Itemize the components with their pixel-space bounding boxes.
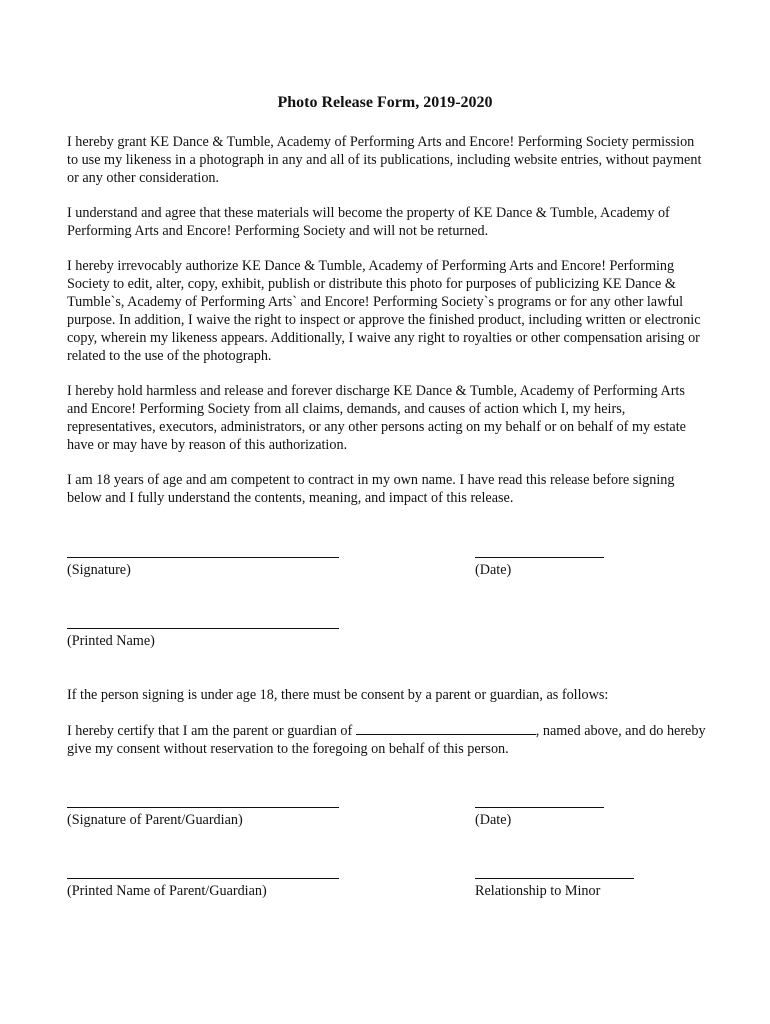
minor-notice: If the person signing is under age 18, there must be consent by a parent or guardian, as follows:: [67, 687, 609, 703]
signature-label: (Signature): [67, 562, 131, 578]
parent-date-line[interactable]: [475, 807, 604, 808]
date-label: (Date): [475, 562, 512, 578]
parent-signature-line[interactable]: [67, 807, 339, 808]
relationship-label: Relationship to Minor: [475, 883, 601, 899]
certify-suffix: , named above, and do hereby give my consent without reservation to the foregoing on behalf of this person.: [67, 723, 706, 757]
date-line[interactable]: [475, 557, 604, 558]
age-paragraph: I am 18 years of age and am competent to contract in my own name. I have read this release before signing below and I fully understand the contents, meaning, and impact of this release.: [67, 472, 675, 506]
grant-paragraph: I hereby grant KE Dance & Tumble, Academy of Performing Arts and Encore! Performing Society permission to use my likeness in a photograph in any and all of its publications, including website entries, without payment or any other consideration.: [67, 134, 702, 186]
relationship-line[interactable]: [475, 878, 634, 879]
minor-name-blank[interactable]: [356, 721, 536, 735]
certify-paragraph: [67, 721, 707, 758]
parent-date-label: (Date): [475, 812, 512, 828]
printed-name-label: (Printed Name): [67, 633, 155, 649]
parent-signature-label: (Signature of Parent/Guardian): [67, 812, 243, 828]
property-paragraph: I understand and agree that these materials will become the property of KE Dance & Tumble, Academy of Performing Arts and Encore! Performing Society and will not be returned.: [67, 205, 670, 239]
certify-prefix: I hereby certify that I am the parent or guardian of: [67, 723, 356, 739]
form-title: Photo Release Form, 2019-2020: [277, 94, 493, 111]
release-paragraph: I hereby hold harmless and release and forever discharge KE Dance & Tumble, Academy of Performing Arts and Encore! Performing Society from all claims, demands, and causes of action which I, my heirs, representatives, executors, administrators, or any other persons acting on my behalf or on behalf of my estate have or may have by reason of this authorization.: [67, 383, 686, 453]
parent-printed-name-label: (Printed Name of Parent/Guardian): [67, 883, 267, 899]
authorization-paragraph: I hereby irrevocably authorize KE Dance & Tumble, Academy of Performing Arts and Encore! Performing Society to edit, alter, copy, exhibit, publish or distribute this photo for purposes of publicizing KE Dance & Tumble`s, Academy of Performing Arts` and Encore! Performing Society`s programs or for any other lawful purpose. In addition, I waive the right to inspect or approve the finished product, including written or electronic copy, wherein my likeness appears. Additionally, I waive any right to royalties or other compensation arising or related to the use of the photograph.: [67, 258, 701, 364]
signature-line[interactable]: [67, 557, 339, 558]
parent-printed-name-line[interactable]: [67, 878, 339, 879]
printed-name-line[interactable]: [67, 628, 339, 629]
